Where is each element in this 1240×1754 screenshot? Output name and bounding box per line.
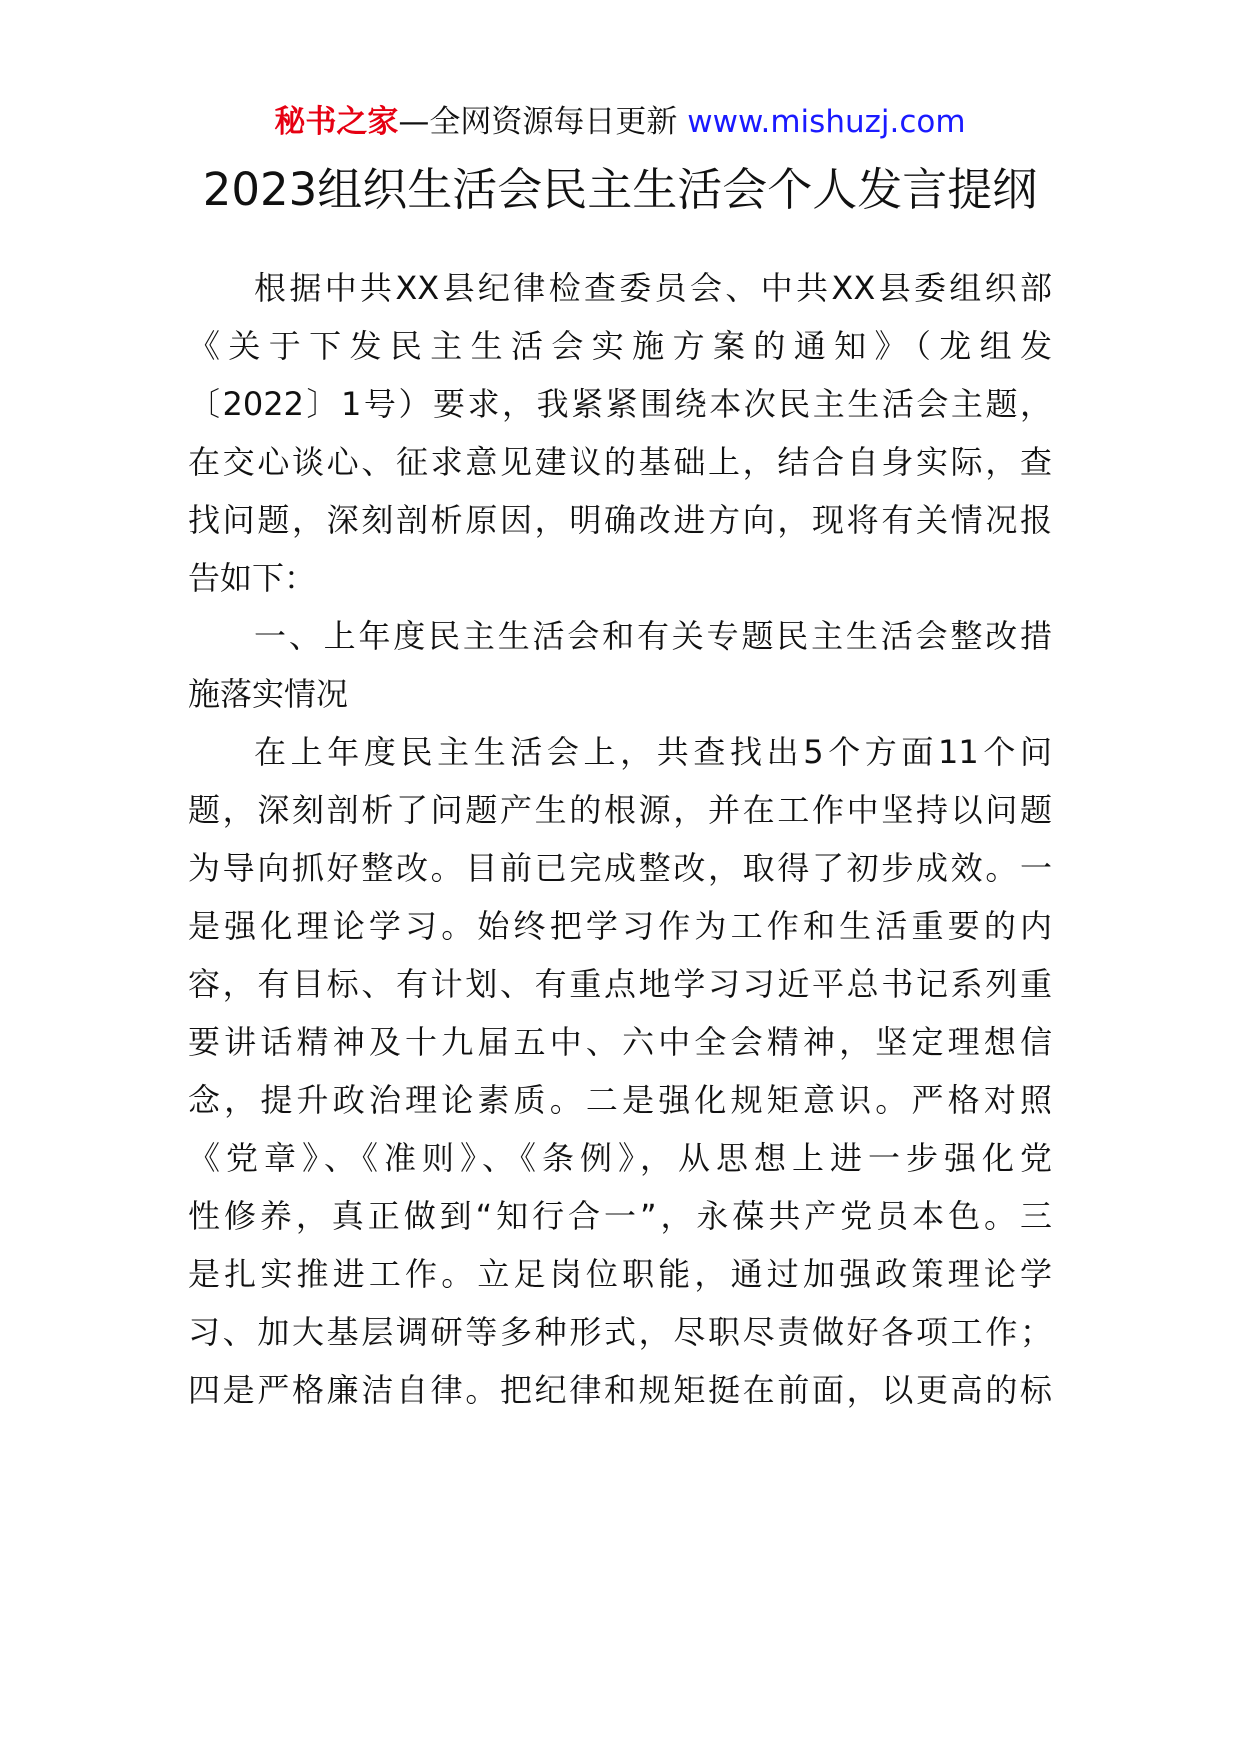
paragraph-line: 告如下： bbox=[188, 559, 317, 597]
paragraph-line: 念，提升政治理论素质。二是强化规矩意识。严格对照 bbox=[188, 1081, 1052, 1119]
paragraph-line: 题，深刻剖析了问题产生的根源，并在工作中坚持以问题 bbox=[188, 791, 1052, 829]
paragraph-line: 四是严格廉洁自律。把纪律和规矩挺在前面，以更高的标 bbox=[188, 1371, 1052, 1409]
paragraph-line: 《党章》、《准则》、《条例》，从思想上进一步强化党 bbox=[188, 1139, 1052, 1177]
paragraph-line: 在上年度民主生活会上，共查找出5个方面11个问 bbox=[254, 733, 1052, 771]
brand-name: 秘书之家 bbox=[274, 104, 399, 140]
paragraph-line: 《关于下发民主生活会实施方案的通知》（龙组发 bbox=[188, 327, 1052, 365]
paragraph-line: 找问题，深刻剖析原因，明确改进方向，现将有关情况报 bbox=[188, 501, 1052, 539]
paragraph-line: 〔2022〕1号）要求，我紧紧围绕本次民主生活会主题， bbox=[188, 385, 1052, 423]
paragraph-line: 在交心谈心、征求意见建议的基础上，结合自身实际，查 bbox=[188, 443, 1052, 481]
paragraph-line: 性修养，真正做到“知行合一”，永葆共产党员本色。三 bbox=[188, 1197, 1052, 1235]
site-url-link[interactable]: www.mishuzj.com bbox=[687, 104, 966, 140]
section-heading-line: 一、上年度民主生活会和有关专题民主生活会整改措 bbox=[254, 617, 1052, 655]
section-heading-line: 施落实情况 bbox=[188, 675, 349, 713]
paragraph-line: 要讲话精神及十九届五中、六中全会精神，坚定理想信 bbox=[188, 1023, 1052, 1061]
paragraph-line: 根据中共XX县纪律检查委员会、中共XX县委组织部 bbox=[254, 269, 1052, 307]
header-tagline: —全网资源每日更新 bbox=[398, 104, 678, 140]
paragraph-line: 习、加大基层调研等多种形式，尽职尽责做好各项工作； bbox=[188, 1313, 1052, 1351]
paragraph-line: 是扎实推进工作。立足岗位职能，通过加强政策理论学 bbox=[188, 1255, 1052, 1293]
watermark-header bbox=[0, 102, 1240, 142]
paragraph-line: 为导向抓好整改。目前已完成整改，取得了初步成效。一 bbox=[188, 849, 1052, 887]
paragraph-line: 是强化理论学习。始终把学习作为工作和生活重要的内 bbox=[188, 907, 1052, 945]
paragraph-line: 容，有目标、有计划、有重点地学习习近平总书记系列重 bbox=[188, 965, 1052, 1003]
document-title: 2023组织生活会民主生活会个人发言提纲 bbox=[202, 163, 1038, 216]
